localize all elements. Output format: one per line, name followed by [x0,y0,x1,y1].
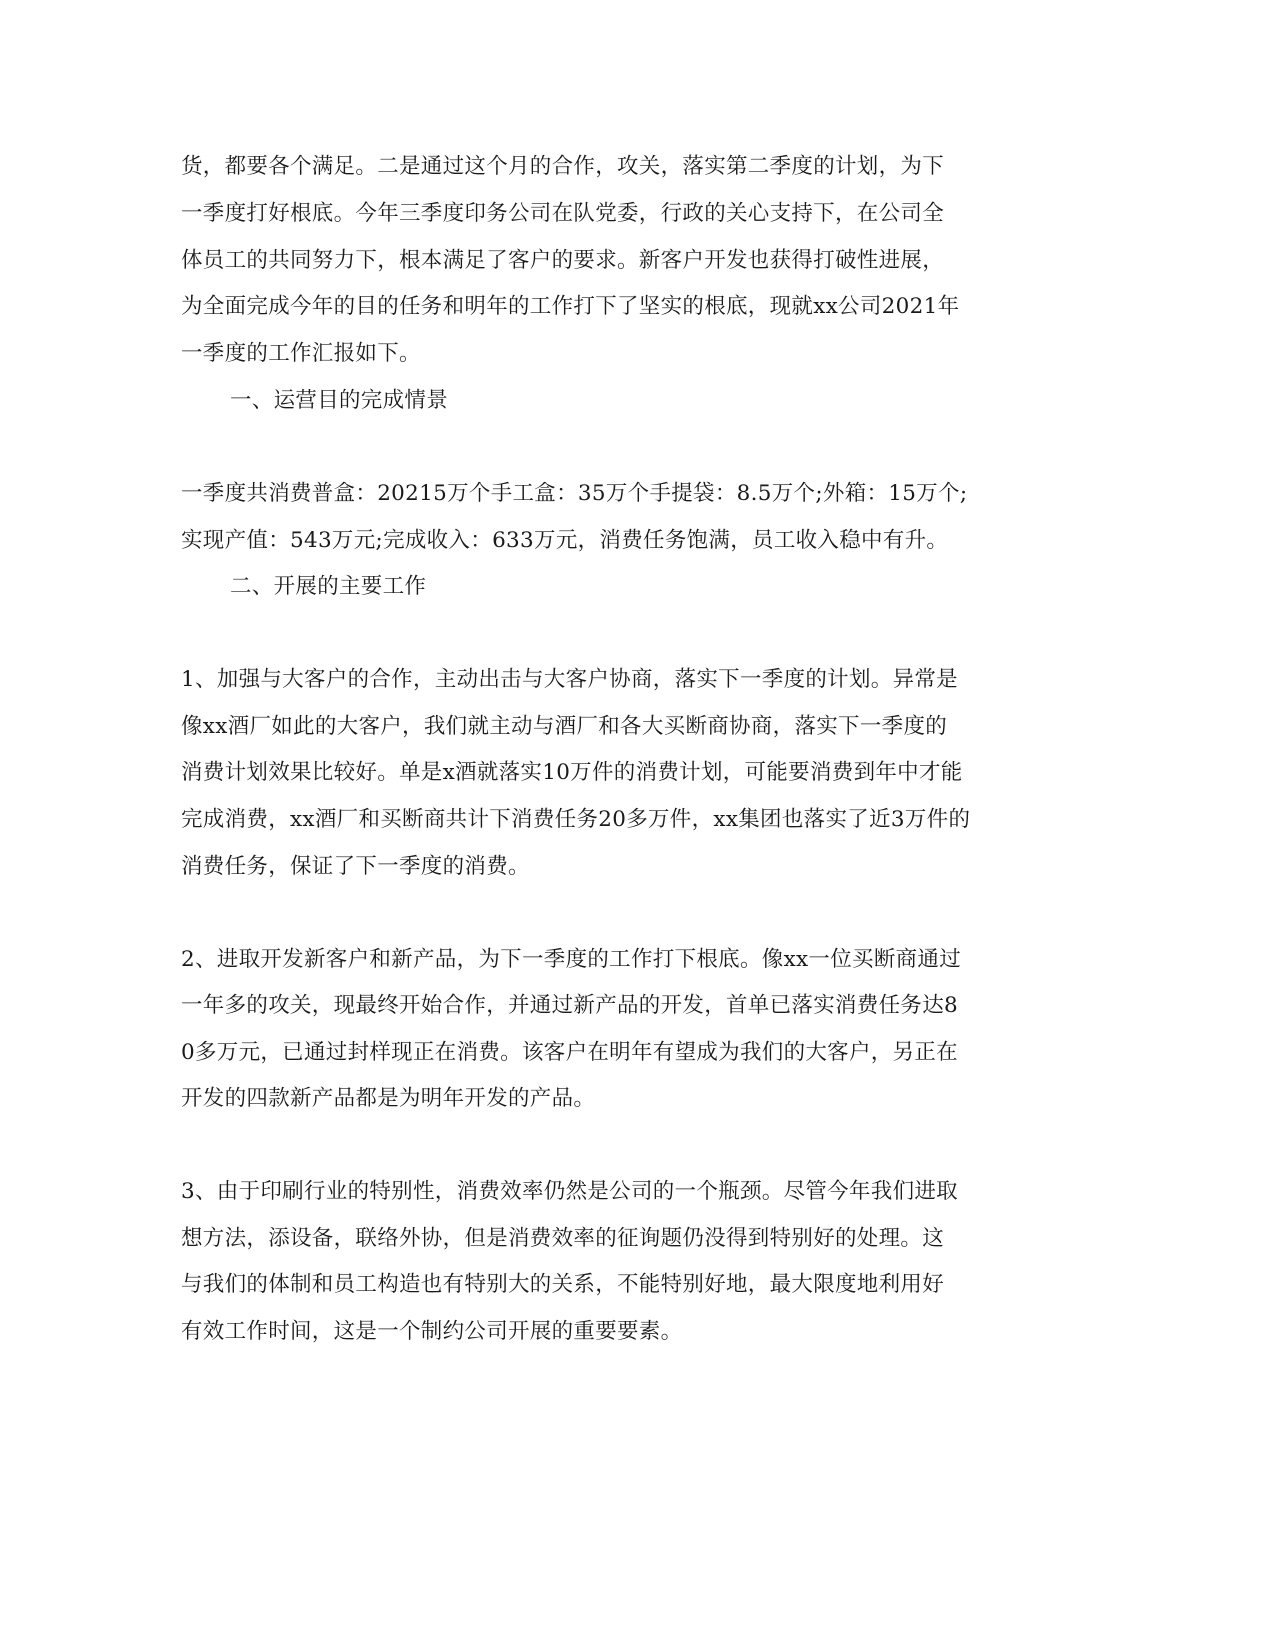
body-text-line: 货，都要各个满足。二是通过这个月的合作，攻关，落实第二季度的计划，为下 [181,154,945,179]
body-text-line: 开发的四款新产品都是为明年开发的产品。 [181,1086,596,1111]
body-text-line: 一季度的工作汇报如下。 [181,341,421,366]
body-text-line: 体员工的共同努力下，根本满足了客户的要求。新客户开发也获得打破性进展， [181,248,945,273]
body-text-line: 0多万元，已通过封样现正在消费。该客户在明年有望成为我们的大客户，另正在 [181,1040,958,1065]
body-text-line: 1、加强与大客户的合作，主动出击与大客户协商，落实下一季度的计划。异常是 [181,667,958,692]
body-text-line: 实现产值：543万元;完成收入：633万元，消费任务饱满，员工收入稳中有升。 [181,528,949,553]
body-text-line: 一季度共消费普盒：20215万个手工盒：35万个手提袋：8.5万个;外箱：15万个; [181,481,968,506]
body-text-line: 与我们的体制和员工构造也有特别大的关系，不能特别好地，最大限度地利用好 [181,1272,945,1297]
body-text-line: 一年多的攻关，现最终开始合作，并通过新产品的开发，首单已落实消费任务达8 [181,993,958,1018]
body-text-line: 2、进取开发新客户和新产品，为下一季度的工作打下根底。像xx一位买断商通过 [181,947,962,972]
body-text-line: 有效工作时间，这是一个制约公司开展的重要要素。 [181,1319,683,1344]
body-text-line: 像xx酒厂如此的大客户，我们就主动与酒厂和各大买断商协商，落实下一季度的 [181,714,948,739]
body-text-line: 为全面完成今年的目的任务和明年的工作打下了坚实的根底，现就xx公司2021年 [181,294,960,319]
section-heading: 二、开展的主要工作 [230,574,427,599]
body-text-line: 消费计划效果比较好。单是x酒就落实10万件的消费计划，可能要消费到年中才能 [181,760,963,785]
body-text-line: 一季度打好根底。今年三季度印务公司在队党委，行政的关心支持下，在公司全 [181,201,945,226]
body-text-line: 完成消费，xx酒厂和买断商共计下消费任务20多万件，xx集团也落实了近3万件的 [181,807,971,832]
body-text-line: 3、由于印刷行业的特别性，消费效率仍然是公司的一个瓶颈。尽管今年我们进取 [181,1179,958,1204]
section-heading: 一、运营目的完成情景 [230,388,449,413]
body-text-line: 消费任务，保证了下一季度的消费。 [181,854,530,879]
body-text-line: 想方法，添设备，联络外协，但是消费效率的征询题仍没得到特别好的处理。这 [181,1226,945,1251]
